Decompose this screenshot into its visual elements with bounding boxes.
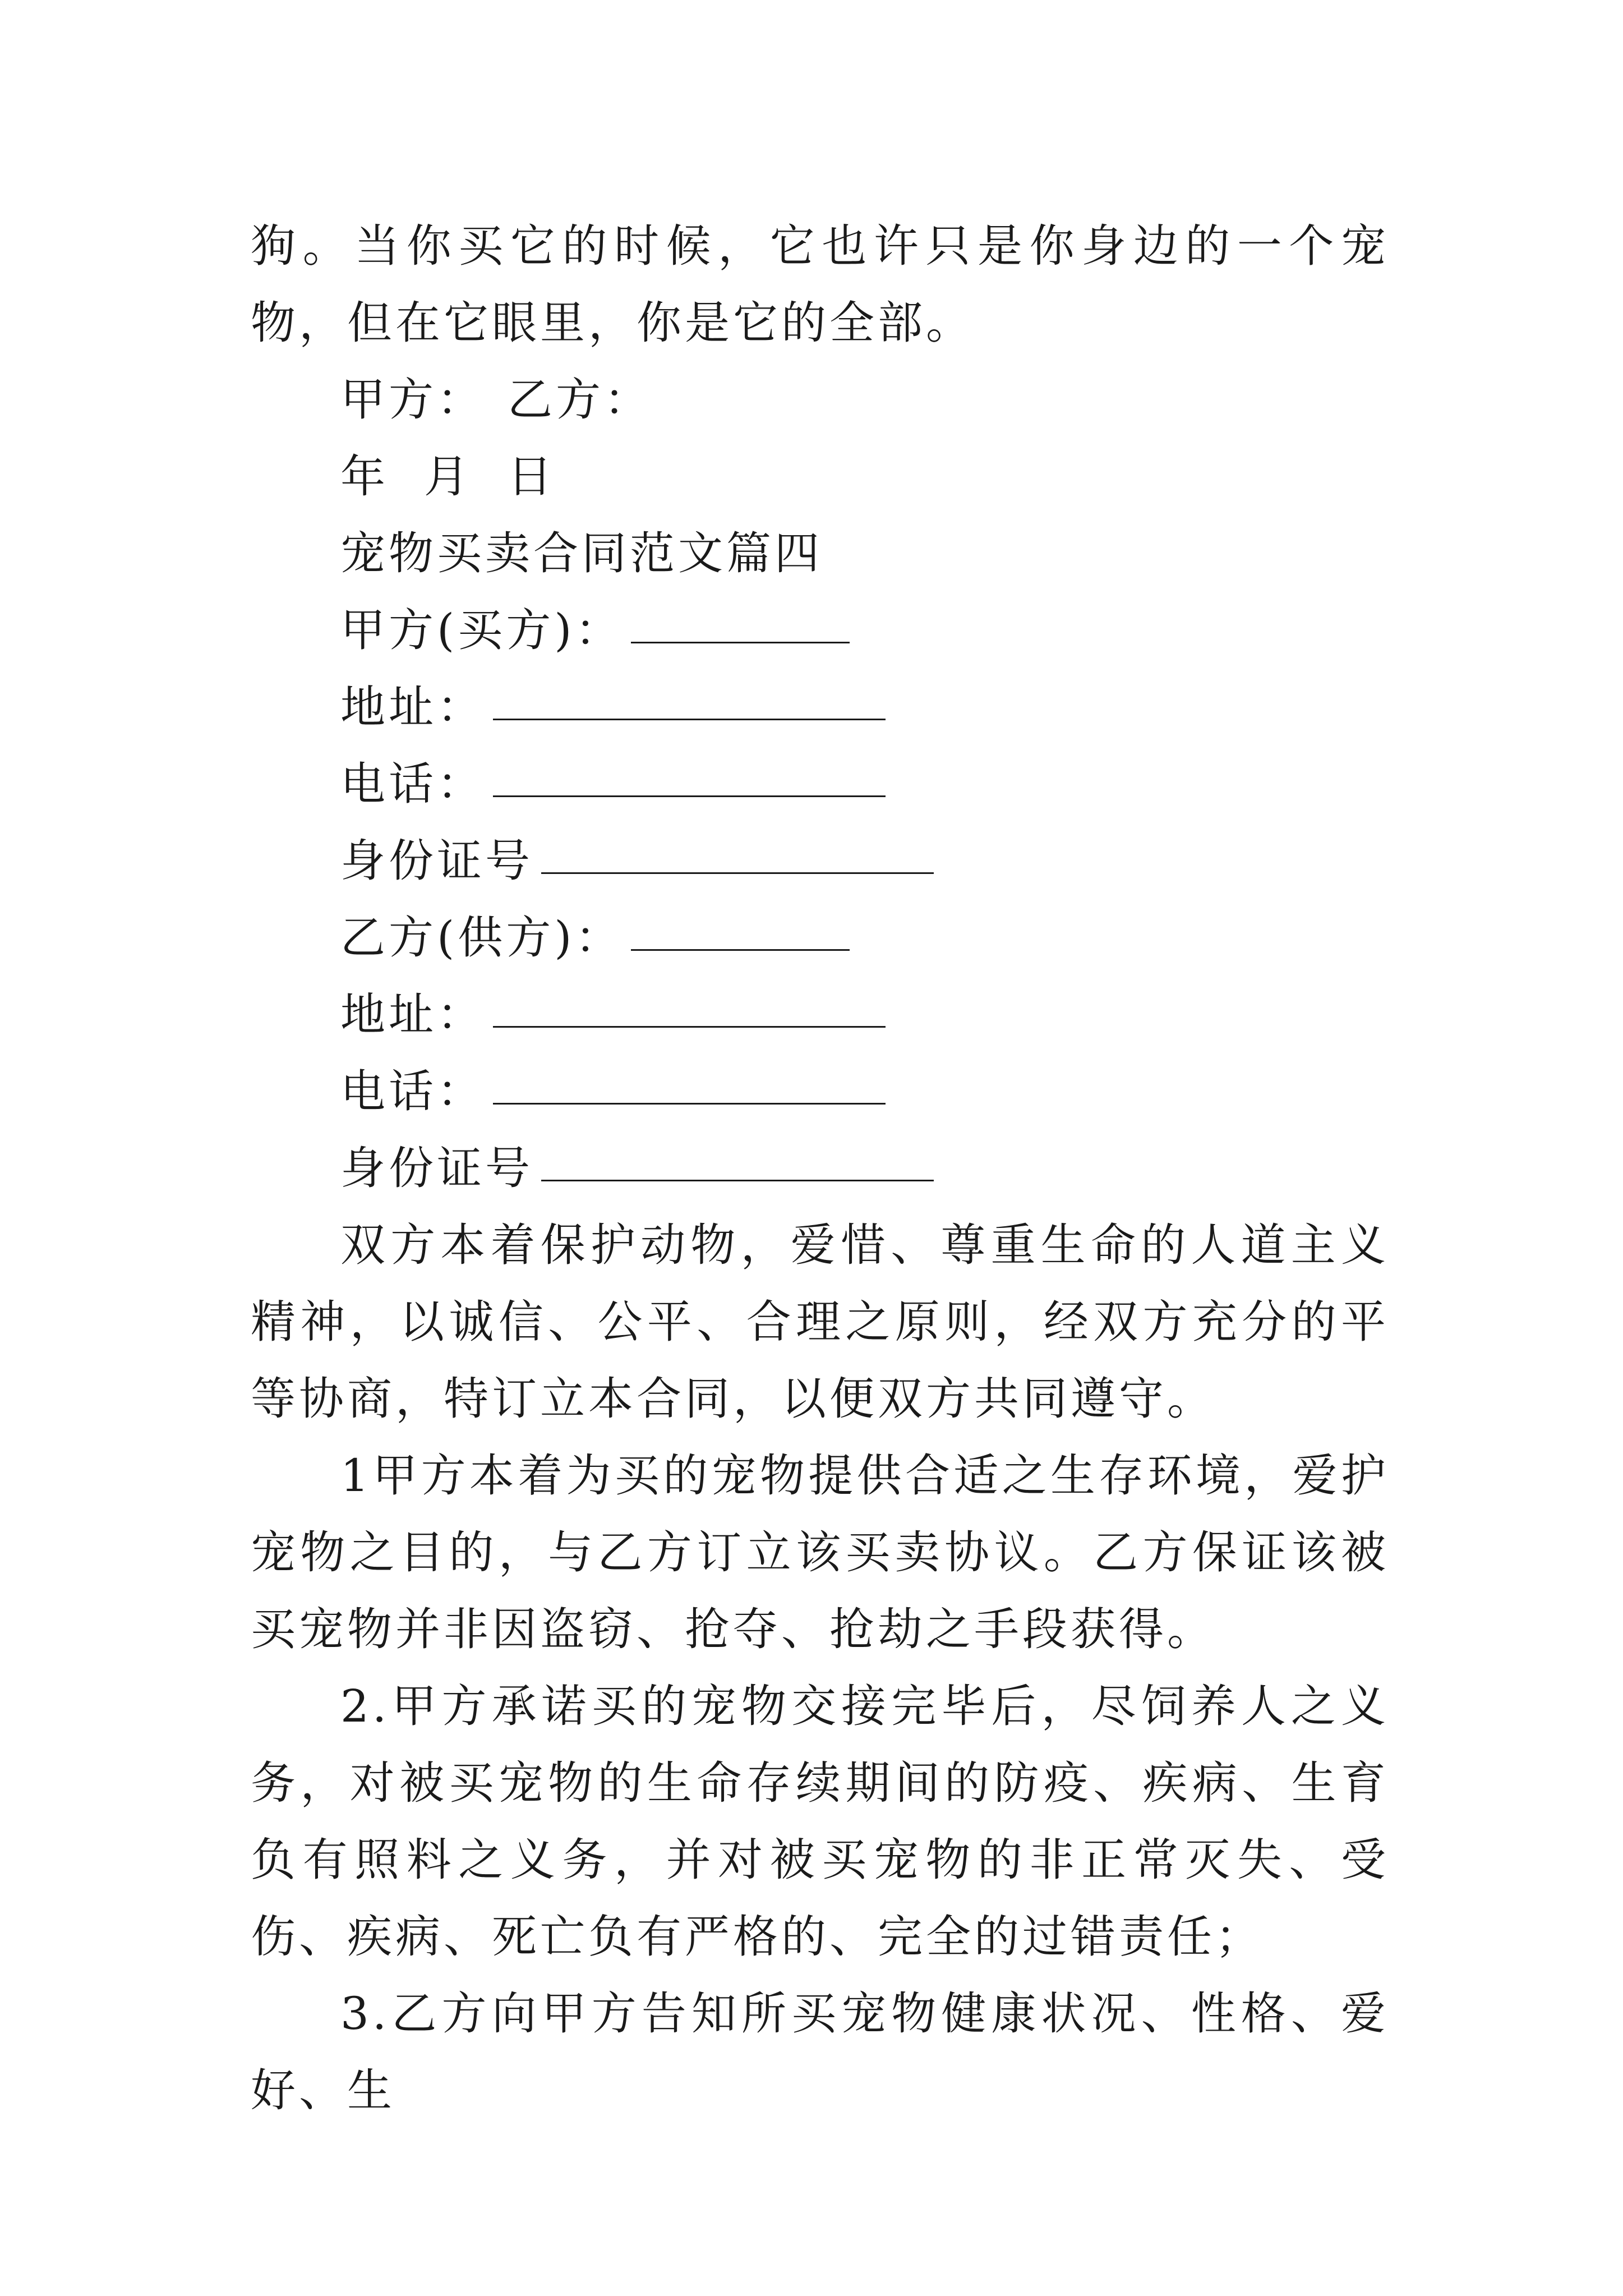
buyer-address-blank[interactable] [493,719,886,720]
seller-field [251,899,1389,976]
seller-address-blank[interactable] [493,1026,886,1028]
party-a-sign-label: 甲方： [340,374,485,426]
date-line: 年 月 日 [340,450,556,503]
seller-address-label: 地址： [340,988,485,1041]
buyer-id-label: 身份证号 [340,835,533,887]
seller-phone-label: 电话： [340,1065,485,1117]
clause-2-paragraph: 2.甲方承诺买的宠物交接完毕后，尽饲养人之义务，对被买宠物的生命存续期间的防疫、疾病、生育负有照料之义务，并对被买宠物的非正常灭失、受伤、疾病、死亡负有严格的、完全的过错责任； [251,1680,1389,1963]
buyer-address-field [251,669,1389,746]
seller-phone-blank[interactable] [493,1103,886,1105]
seller-phone-field [251,1053,1389,1130]
seller-id-blank[interactable] [541,1180,934,1181]
buyer-label: 甲方(买方)： [340,604,624,656]
buyer-blank[interactable] [631,642,850,643]
buyer-address-label: 地址： [340,681,485,733]
buyer-id-field [251,822,1389,899]
buyer-phone-blank[interactable] [493,795,886,797]
buyer-field [251,592,1389,669]
continuation-paragraph: 狗。当你买它的时候，它也许只是你身边的一个宠物，但在它眼里，你是它的全部。 [251,220,1389,349]
seller-address-field [251,976,1389,1053]
clause-3-paragraph: 3.乙方向甲方告知所买宠物健康状况、性格、爱好、生 [251,1987,1389,2116]
party-b-sign-label: 乙方： [508,374,652,426]
buyer-phone-label: 电话： [340,758,485,810]
section-title: 宠物买卖合同范文篇四 [340,527,823,579]
seller-label: 乙方(供方)： [340,912,624,964]
buyer-id-blank[interactable] [541,872,934,874]
document-body [251,208,1389,2129]
seller-id-label: 身份证号 [340,1142,533,1194]
clause-1-paragraph: 1甲方本着为买的宠物提供合适之生存环境，爱护宠物之目的，与乙方订立该买卖协议。乙方保证该被买宠物并非因盗窃、抢夺、抢劫之手段获得。 [251,1450,1389,1655]
buyer-phone-field [251,746,1389,822]
seller-id-field [251,1130,1389,1207]
seller-blank[interactable] [631,949,850,951]
signature-line [251,361,1389,438]
preamble-paragraph: 双方本着保护动物，爱惜、尊重生命的人道主义精神，以诚信、公平、合理之原则，经双方充分的平等协商，特订立本合同，以便双方共同遵守。 [251,1219,1389,1425]
